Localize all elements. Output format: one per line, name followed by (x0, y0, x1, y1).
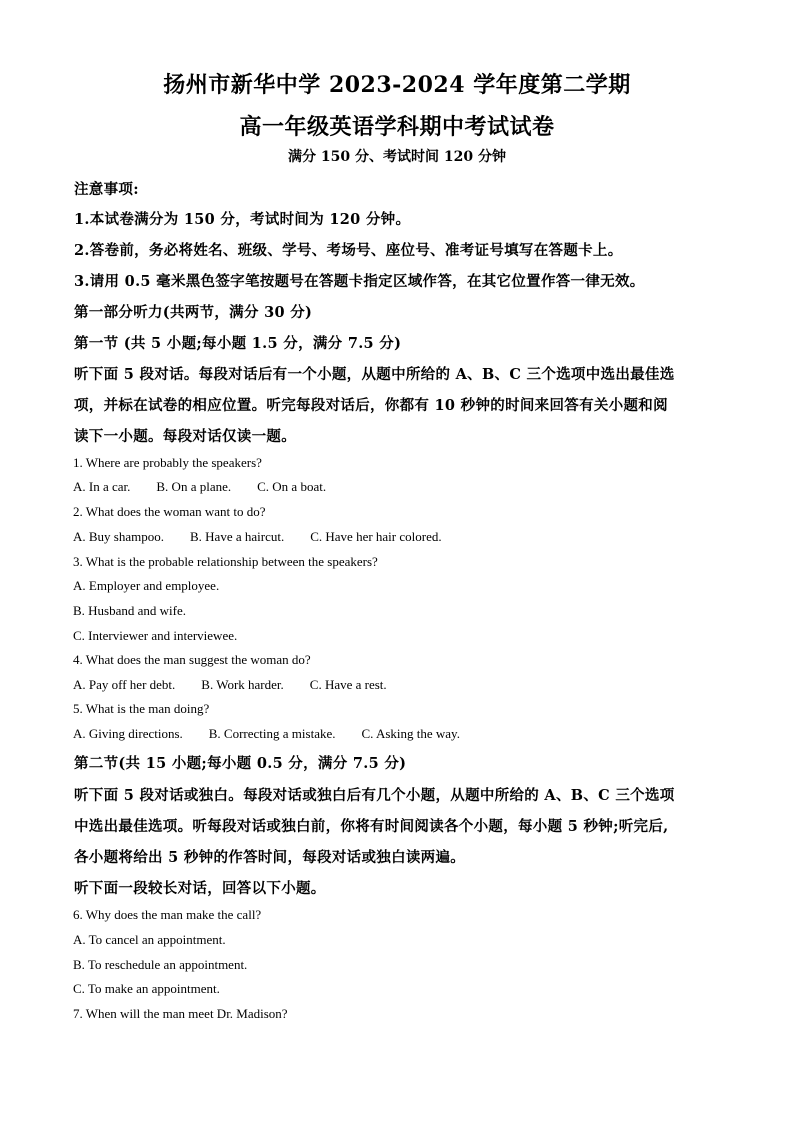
section2-instruction: 各小题将给出 5 秒钟的作答时间，每段对话或独白读两遍。 (74, 849, 466, 866)
question-stem: 3. What is the probable relationship between the speakers? (73, 554, 378, 569)
exam-meta: 满分 150 分、考试时间 120 分钟 (288, 149, 506, 165)
section2-instruction: 中选出最佳选项。听每段对话或独白前，你将有时间阅读各个小题，每小题 5 秒钟;听完后, (74, 818, 669, 835)
option-b: B. Work harder. (201, 677, 284, 692)
question-options (73, 529, 468, 545)
option-b: B. On a plane. (156, 479, 232, 494)
option-a: A. Employer and employee. (73, 578, 220, 593)
section1-instruction: 听下面 5 段对话。每段对话后有一个小题，从题中所给的 A、B、C 三个选项中选出最佳选 (74, 366, 675, 383)
note-item: 2.答卷前，务必将姓名、班级、学号、考场号、座位号、准考证号填写在答题卡上。 (74, 242, 623, 259)
question-options (73, 677, 413, 693)
option-a: A. In a car. (73, 479, 131, 494)
question-stem: 1. Where are probably the speakers? (73, 455, 262, 470)
exam-title: 扬州市新华中学 2023-2024 学年度第二学期 (163, 72, 631, 98)
option-c: C. On a boat. (257, 479, 327, 494)
note-item: 1.本试卷满分为 150 分，考试时间为 120 分钟。 (74, 211, 411, 228)
exam-subtitle: 高一年级英语学科期中考试试卷 (239, 114, 555, 140)
notes-heading: 注意事项: (74, 181, 139, 198)
option-b: B. Have a haircut. (190, 529, 285, 544)
option-b: B. To reschedule an appointment. (73, 957, 248, 972)
option-c: C. Have a rest. (309, 677, 387, 692)
option-c: C. To make an appointment. (73, 981, 220, 996)
section2-lead: 听下面一段较长对话，回答以下小题。 (74, 880, 326, 897)
section1-instruction: 读下一小题。每段对话仅读一题。 (74, 428, 296, 445)
section1-heading: 第一节 (共 5 小题;每小题 1.5 分，满分 7.5 分) (74, 335, 402, 352)
note-item: 3.请用 0.5 毫米黑色签字笔按题号在答题卡指定区域作答，在其它位置作答一律无效。 (74, 273, 645, 290)
option-a: A. Buy shampoo. (73, 529, 164, 544)
question-stem: 4. What does the man suggest the woman do? (73, 652, 311, 667)
option-a: A. Pay off her debt. (73, 677, 176, 692)
question-stem: 5. What is the man doing? (73, 701, 210, 716)
section2-instruction: 听下面 5 段对话或独白。每段对话或独白后有几个小题，从题中所给的 A、B、C 三个选项 (74, 787, 675, 804)
section1-instruction: 项，并标在试卷的相应位置。听完每段对话后，你都有 10 秒钟的时间来回答有关小题和阅 (74, 397, 668, 414)
option-a: A. To cancel an appointment. (73, 932, 226, 947)
option-b: B. Husband and wife. (73, 603, 187, 618)
option-b: B. Correcting a mistake. (208, 726, 336, 741)
question-stem: 6. Why does the man make the call? (73, 907, 262, 922)
option-c: C. Have her hair colored. (310, 529, 442, 544)
question-options (73, 726, 486, 742)
question-stem: 7. When will the man meet Dr. Madison? (73, 1006, 288, 1021)
part1-heading: 第一部分听力(共两节，满分 30 分) (74, 304, 313, 321)
option-c: C. Interviewer and interviewee. (73, 628, 238, 643)
option-a: A. Giving directions. (73, 726, 183, 741)
question-stem: 2. What does the woman want to do? (73, 504, 266, 519)
option-c: C. Asking the way. (361, 726, 460, 741)
question-options (73, 479, 352, 495)
section2-heading: 第二节(共 15 小题;每小题 0.5 分，满分 7.5 分) (74, 755, 407, 772)
